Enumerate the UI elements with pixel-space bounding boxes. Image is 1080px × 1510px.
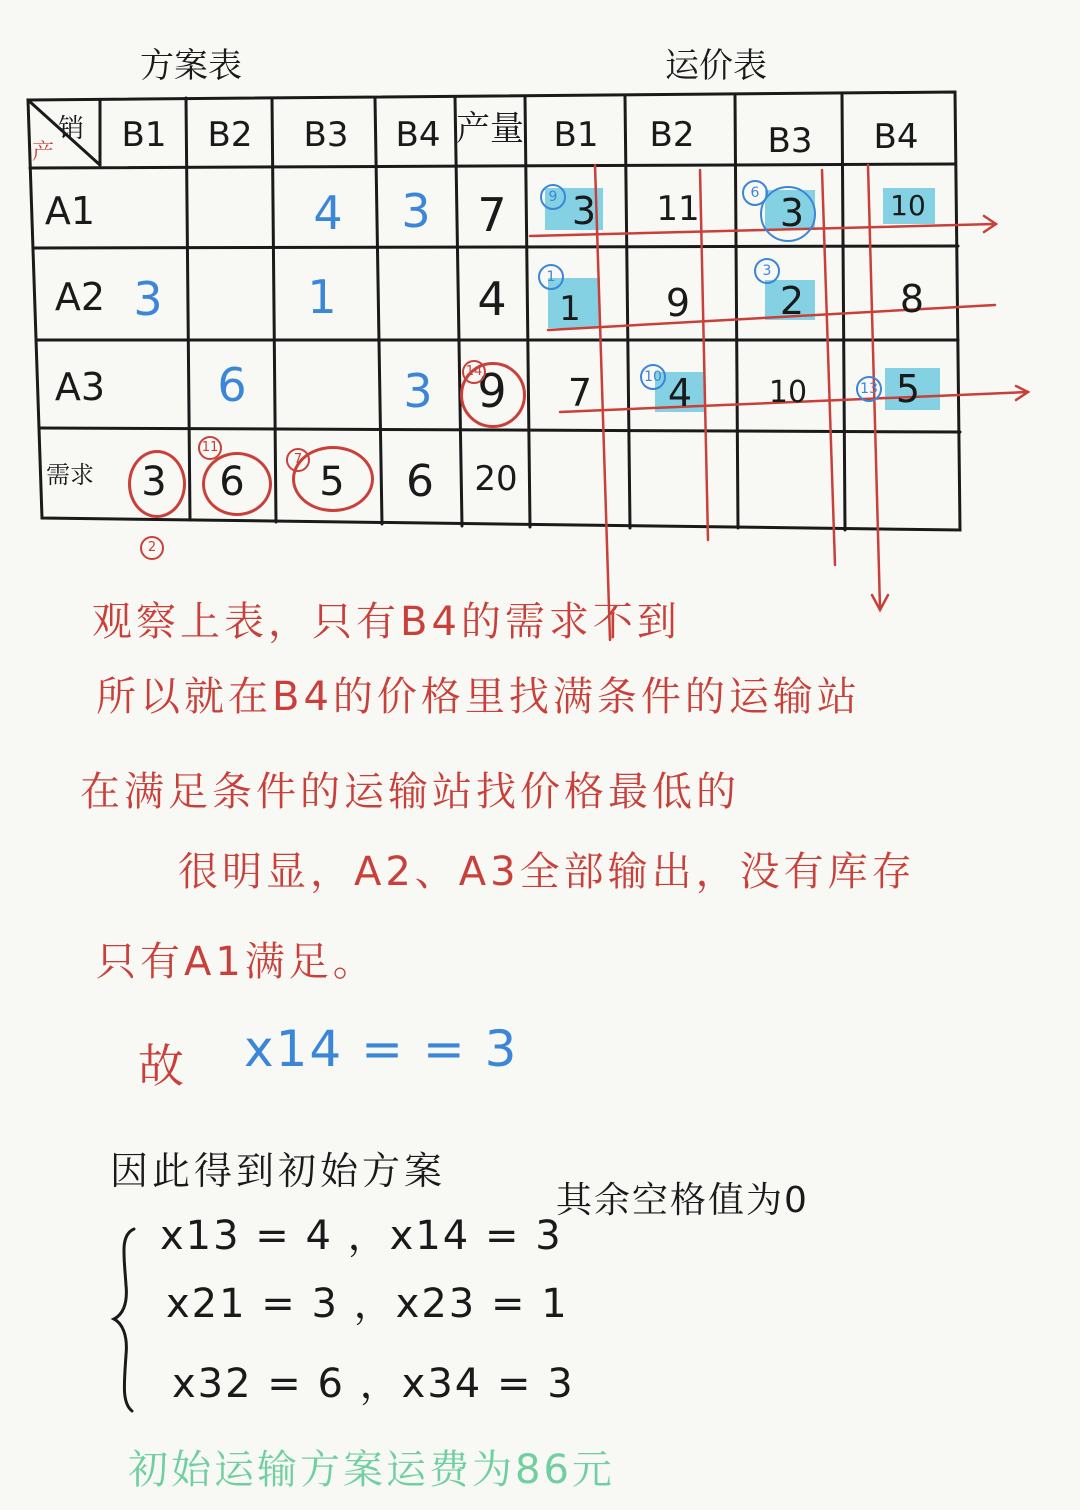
circle-demand-b1 <box>128 450 186 518</box>
note-line-2: 所以就在B4的价格里找满条件的运输站 <box>96 674 861 720</box>
note-line-4: 很明显，A2、A3全部输出，没有库存 <box>178 849 916 895</box>
cost-cell-a1-b1: 3 <box>571 189 597 233</box>
note-line-5: 只有A1满足。 <box>96 939 377 985</box>
cost-cell-a1-b2: 11 <box>656 189 700 229</box>
solution-total-cost: 初始运输方案运费为86元 <box>128 1447 615 1493</box>
cost-cell-a2-b2: 9 <box>665 281 691 325</box>
cost-mark-a3-b2: 10 <box>640 364 666 390</box>
plan-demand-total: 20 <box>474 459 518 499</box>
plan-col-b2: B2 <box>207 115 253 155</box>
cost-cell-a3-b1: 7 <box>567 371 593 415</box>
solution-heading: 因此得到初始方案 <box>110 1149 447 1193</box>
cost-cell-a3-b2: 4 <box>667 371 693 415</box>
note-line-1: 观察上表，只有B4的需求不到 <box>92 599 681 645</box>
note-line-6-formula: x14 = = 3 <box>244 1020 519 1078</box>
cost-cell-a3-b3: 10 <box>768 375 808 410</box>
corner-supply-label: 产 <box>32 140 55 165</box>
plan-demand-b3: 5 <box>319 459 345 505</box>
plan-table-title: 方案表 <box>140 46 242 86</box>
cost-cell-a1-b4: 10 <box>890 189 926 222</box>
solution-line-3: x32 = 6 ，x34 = 3 <box>172 1361 575 1407</box>
plan-cell-a2-b1: 3 <box>133 272 163 326</box>
cost-cell-a2-b1: 1 <box>559 289 581 329</box>
step-mark-b1-demand: 2 <box>140 536 164 560</box>
plan-demand-b2: 6 <box>219 459 245 505</box>
solution-line-1: x13 = 4 ，x14 = 3 <box>160 1213 563 1259</box>
step-mark-a3-supply: 14 <box>462 360 486 384</box>
plan-supply-a1: 7 <box>477 188 507 242</box>
plan-col-supply: 产量 <box>456 109 524 149</box>
cost-col-b1: B1 <box>553 115 599 155</box>
plan-col-b3: B3 <box>303 115 349 155</box>
cost-cell-a2-b4: 8 <box>899 277 925 321</box>
cost-col-b3: B3 <box>767 121 813 161</box>
plan-cell-a2-b3: 1 <box>307 270 337 324</box>
cost-mark-a3-b4: 13 <box>856 376 882 402</box>
cost-mark-a2-b1: 1 <box>538 264 564 290</box>
plan-col-b1: B1 <box>121 115 167 155</box>
cost-cell-a2-b3: 2 <box>779 279 805 323</box>
cost-mark-a1-b1: 9 <box>540 184 566 210</box>
step-mark-b3-demand: 7 <box>286 448 310 472</box>
corner-demand-label: 销 <box>58 114 85 144</box>
plan-row-label-a3: A3 <box>54 365 106 409</box>
cost-col-b2: B2 <box>649 115 695 155</box>
note-line-3: 在满足条件的运输站找价格最低的 <box>80 769 740 815</box>
cost-cell-a3-b4: 5 <box>895 367 921 411</box>
plan-demand-label: 需求 <box>46 461 94 489</box>
cost-cell-a1-b3: 3 <box>779 191 805 235</box>
step-mark-b2-demand: 11 <box>198 436 222 460</box>
plan-col-b4: B4 <box>395 115 441 155</box>
solution-line-2: x21 = 3 ，x23 = 1 <box>166 1281 569 1327</box>
plan-demand-b1: 3 <box>141 459 167 505</box>
plan-cell-a1-b3: 4 <box>313 186 343 240</box>
plan-supply-a2: 4 <box>477 272 507 326</box>
plan-cell-a3-b2: 6 <box>217 358 247 412</box>
cost-mark-a1-b3: 6 <box>742 180 768 206</box>
plan-cell-a3-b4: 3 <box>403 364 433 418</box>
cost-col-b4: B4 <box>873 117 919 157</box>
plan-demand-b4: 6 <box>406 456 434 507</box>
plan-row-label-a2: A2 <box>54 275 106 319</box>
note-line-6-prefix: 故 <box>138 1039 188 1093</box>
circle-cost-a1-b3 <box>760 186 816 242</box>
cost-table-title: 运价表 <box>665 46 767 86</box>
plan-supply-a3: 9 <box>477 364 507 418</box>
solution-brace <box>110 1225 140 1415</box>
plan-row-label-a1: A1 <box>44 189 96 233</box>
cost-mark-a2-b3: 3 <box>754 258 780 284</box>
circle-demand-b2 <box>202 452 272 516</box>
solution-remark: 其余空格值为0 <box>556 1180 809 1221</box>
plan-cell-a1-b4: 3 <box>401 184 431 238</box>
